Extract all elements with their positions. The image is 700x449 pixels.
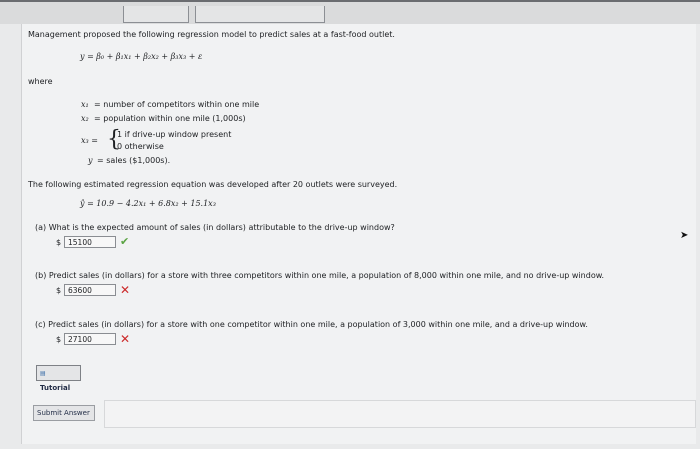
- x3-variable: x₃ =: [81, 136, 98, 145]
- y-definition: = sales ($1,000s).: [97, 156, 171, 165]
- question-c-text: (c) Predict sales (in dollars) for a store with one competitor within one mile, a population of 3,000 within one mile, and a drive-up window.: [35, 320, 588, 329]
- where-label: where: [28, 77, 53, 86]
- intro-text: Management proposed the following regression model to predict sales at a fast-food outlet.: [28, 30, 395, 39]
- x3-case-1: 1 if drive-up window present: [117, 130, 232, 139]
- estimated-equation: ŷ = 10.9 − 4.2x₁ + 6.8x₂ + 15.1x₃: [80, 199, 216, 208]
- currency-symbol: $: [56, 286, 62, 295]
- x2-variable: x₂: [81, 114, 89, 123]
- currency-symbol: $: [56, 238, 62, 247]
- y-variable: y: [88, 156, 93, 165]
- brace-icon: {: [107, 127, 121, 152]
- x1-definition: = number of competitors within one mile: [94, 100, 260, 109]
- question-b-text: (b) Predict sales (in dollars) for a store with three competitors within one mile, a population of 8,000 within one mile, and no drive-up window.: [35, 271, 605, 280]
- x2-definition: = population within one mile (1,000s): [94, 114, 246, 123]
- top-strip: [0, 0, 700, 24]
- question-panel: [21, 24, 696, 444]
- correct-check-icon: ✔: [120, 235, 130, 248]
- x3-case-2: 0 otherwise: [117, 142, 164, 151]
- incorrect-x-icon: ✕: [120, 283, 131, 297]
- submit-area: [104, 400, 696, 428]
- mouse-cursor-icon: ➤: [680, 230, 689, 241]
- nav-tab-1[interactable]: [123, 6, 189, 23]
- submit-answer-button[interactable]: Submit Answer: [33, 405, 95, 421]
- model-equation: y = β₀ + β₁x₁ + β₂x₂ + β₃x₃ + ε: [80, 52, 203, 61]
- incorrect-x-icon: ✕: [120, 332, 131, 346]
- estimated-intro: The following estimated regression equation was developed after 20 outlets were surveyed.: [28, 180, 398, 189]
- book-icon: ▤: [40, 370, 46, 377]
- question-a-text: (a) What is the expected amount of sales (in dollars) attributable to the drive-up window?: [35, 223, 395, 232]
- currency-symbol: $: [56, 335, 62, 344]
- x1-variable: x₁: [81, 100, 89, 109]
- answer-a-input[interactable]: 15100: [64, 236, 116, 248]
- tutorial-label: Tutorial: [40, 384, 71, 392]
- answer-b-input[interactable]: 63600: [64, 284, 116, 296]
- top-divider: [0, 0, 700, 2]
- nav-tab-2[interactable]: [195, 6, 325, 23]
- answer-c-input[interactable]: 27100: [64, 333, 116, 345]
- tutorial-button[interactable]: [36, 365, 81, 392]
